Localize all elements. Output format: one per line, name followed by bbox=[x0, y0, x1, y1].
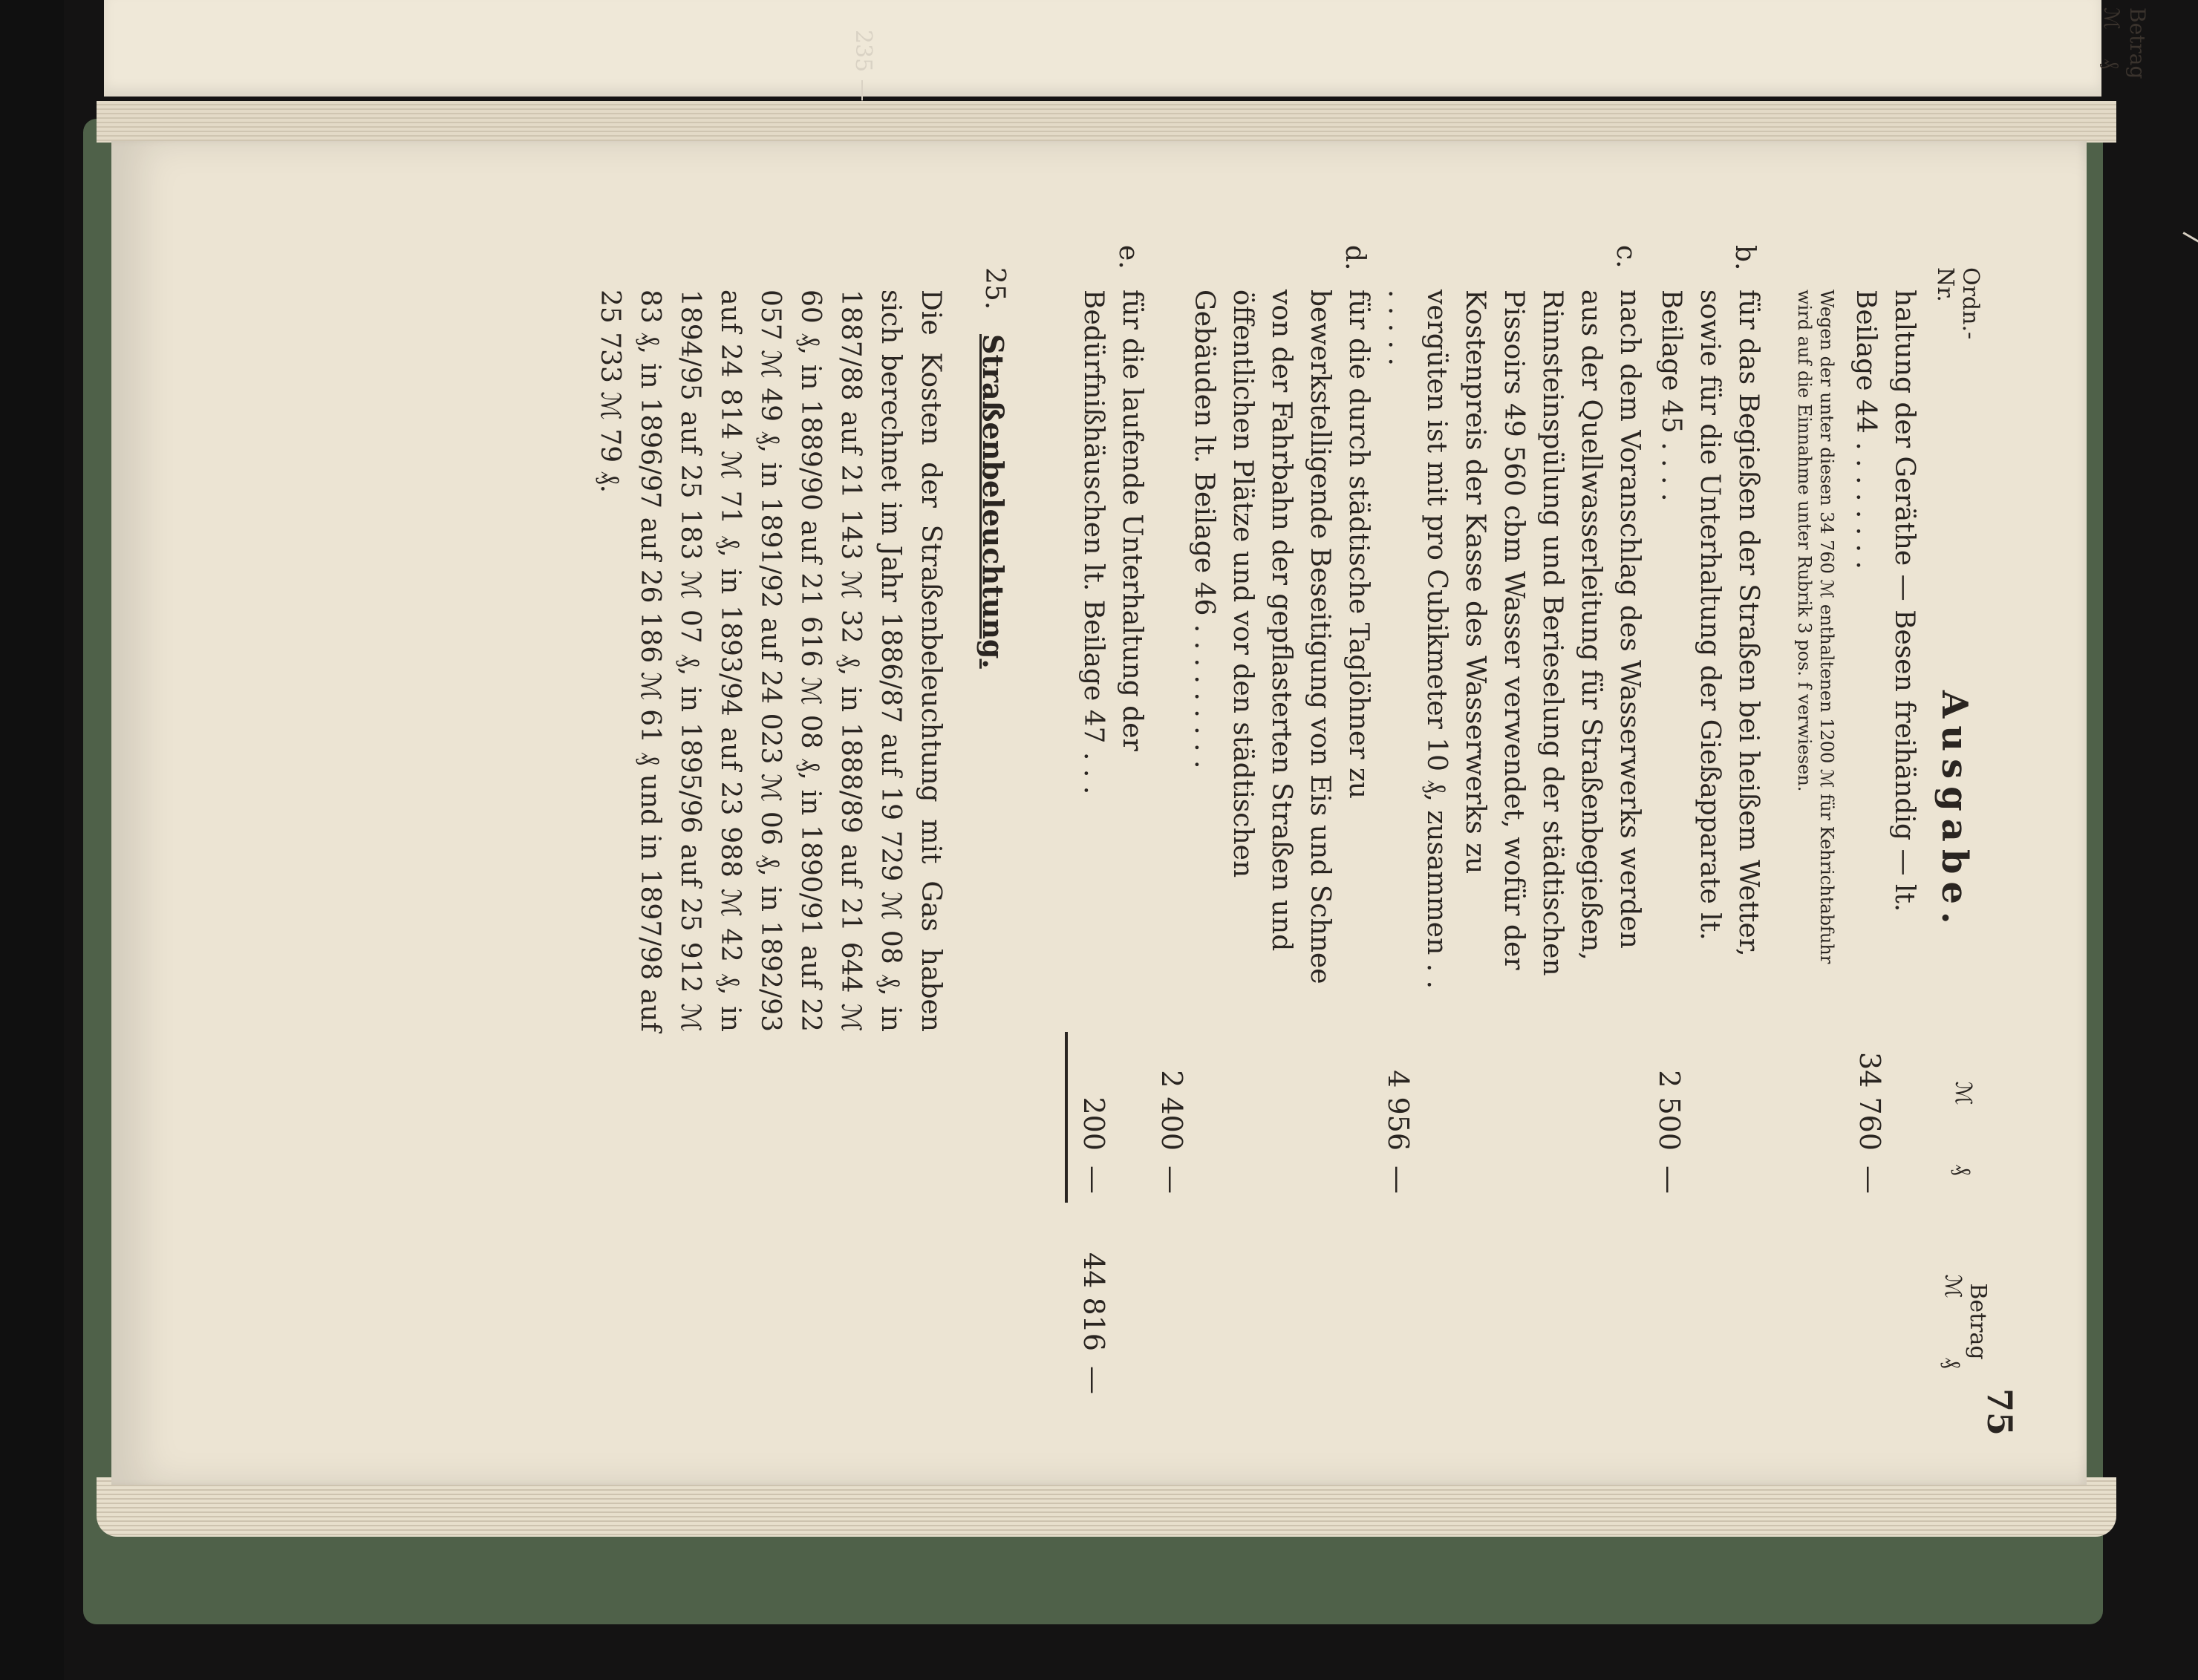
page-stack-top bbox=[97, 101, 2116, 143]
col1-unit-mark: ℳ bbox=[1950, 1081, 1976, 1105]
col1-units bbox=[1950, 1054, 1975, 1203]
col2-head bbox=[1940, 1247, 1990, 1396]
col1-unit-pf: ₰ bbox=[1950, 1164, 1976, 1176]
entry-b-text: für das Begießen der Straßen bei heißem Wetter, sowie für die Unterhaltung der Gießapparate lt. Beilage 45 . . . . bbox=[1656, 290, 1764, 957]
col2-title: Betrag bbox=[1965, 1283, 1991, 1360]
prev-unit-mark: ℳ bbox=[2099, 7, 2124, 30]
previous-page bbox=[104, 0, 2101, 97]
entry-b-letter: b. bbox=[1729, 245, 1760, 271]
entry-a-text: haltung der Geräthe — Besen freihändig — lt. Beilage 44 . . . . . . . . bbox=[1850, 290, 1920, 912]
section-paragraph: Die Kosten der Straßenbeleuchtung mit Gas haben sich berechnet im Jahr 1886/87 auf 19 729 ℳ 08 ₰, in 1887/88 auf 21 143 ℳ 32 ₰, in 1888/89 auf 21 644 ℳ 60 ₰, in 1889/90 auf 21 616 ℳ 08 ₰, in 1890/91 auf 22 057 ℳ 49 ₰, in 1891/92 auf 24 023 ℳ 06 ₰, in 1892/93 auf 24 814 ℳ 71 ₰, in 1893/94 auf 23 988 ℳ 42 ₰, in 1894/95 auf 25 183 ℳ 07 ₰, in 1895/96 auf 25 912 ℳ 83 ₰, in 1896/97 auf 26 186 ℳ 61 ₰ und in 1897/98 auf 25 733 ℳ 79 ₰. bbox=[595, 290, 946, 1032]
entry-c-amount: 4 956 bbox=[1382, 1070, 1415, 1151]
entry-d-text: für die durch städtische Taglöhner zu bewerkstelligende Beseitigung von Eis und Schnee von der Fahrbahn der gepflasterten Straßen und öffentlichen Plätze und vor den städtischen Gebäuden lt. Beilage 46 . . . . . . . . . bbox=[1189, 290, 1374, 984]
col2-unit-pf: ₰ bbox=[1940, 1357, 1966, 1369]
prev-page-column-head: Betrag bbox=[2125, 7, 2150, 79]
prev-unit-pf: ₰ bbox=[2099, 58, 2124, 69]
sum-rule bbox=[1065, 1032, 1068, 1203]
ordnr-label: Ordn.- Nr. bbox=[1932, 267, 1983, 340]
prev-page-number-text: 235 — bbox=[850, 30, 876, 102]
page-stack-bottom bbox=[97, 1477, 2116, 1537]
section-title: Straßenbeleuchtung. bbox=[976, 334, 1010, 669]
entry-e-dash: — bbox=[1077, 1166, 1110, 1194]
prev-page-units bbox=[2098, 7, 2124, 69]
total-amount: 44 816 bbox=[1077, 1252, 1110, 1351]
page-number: 75 bbox=[1980, 1388, 2020, 1437]
margin-mark bbox=[2171, 232, 2198, 268]
entry-c-dash: — bbox=[1382, 1166, 1415, 1194]
entry-d-letter: d. bbox=[1340, 245, 1370, 271]
entry-c-letter: c. bbox=[1611, 245, 1641, 269]
total-dash: — bbox=[1077, 1366, 1110, 1394]
rotated-page-content bbox=[111, 141, 2087, 1485]
entry-a-amount: 34 760 bbox=[1853, 1052, 1886, 1151]
prev-page-header bbox=[2125, 7, 2150, 79]
entry-d-amount: 2 400 bbox=[1155, 1070, 1188, 1151]
entry-a-note: Wegen der unter diesen 34 760 ℳ enthaltenen 1200 ℳ für Kehrichtabfuhr wird auf die Einnahme unter Rubrik 3 pos. f verwiesen. bbox=[1794, 290, 1837, 964]
entry-a-dash: — bbox=[1853, 1166, 1886, 1194]
col2-unit-mark: ℳ bbox=[1940, 1274, 1966, 1298]
entry-c-text: nach dem Voranschlag des Wasserwerks werden aus der Quellwasserleitung für Straßenbegießen, Rinnsteinspülung und Berieselung der städtischen Pissoirs 49 560 cbm Wasser verwendet, wofür der Kostenpreis der Kasse des Wasserwerks zu vergüten ist mit pro Cubikmeter 10 ₰, zusammen . . . . . . . bbox=[1383, 290, 1645, 990]
heading-ausgabe: Ausgabe. bbox=[1934, 690, 1975, 932]
entry-b-amount: 2 500 bbox=[1653, 1070, 1686, 1151]
entry-e-amount: 200 bbox=[1077, 1096, 1110, 1151]
entry-e-text: für die laufende Unterhaltung der Bedürfnißhäuschen lt. Beilage 47 . . . bbox=[1078, 290, 1147, 795]
entry-b-dash: — bbox=[1653, 1166, 1686, 1194]
dark-edge bbox=[0, 0, 64, 1680]
section-number: 25. bbox=[979, 267, 1010, 310]
entry-d-dash: — bbox=[1155, 1166, 1188, 1194]
entry-e-letter: e. bbox=[1113, 245, 1144, 269]
